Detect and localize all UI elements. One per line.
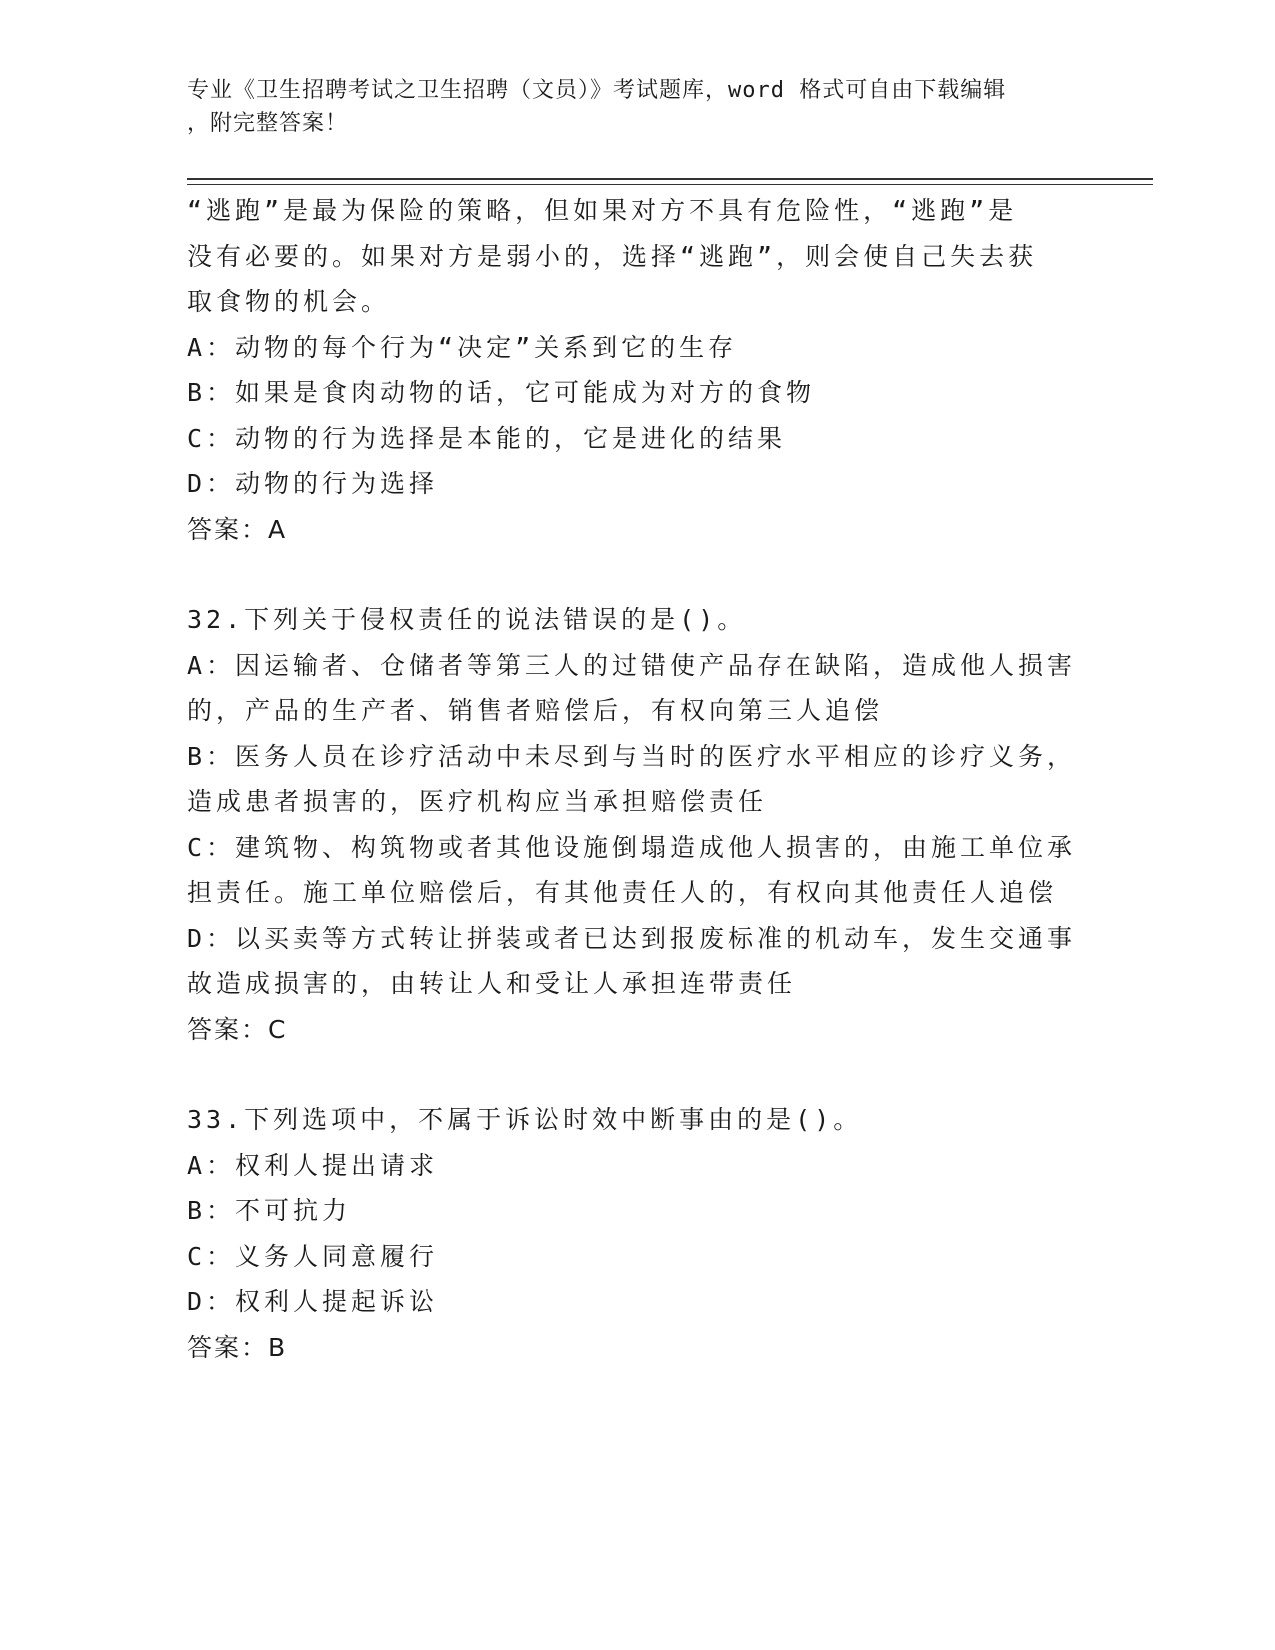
option-d: D：动物的行为选择: [187, 469, 439, 498]
option-d: D：权利人提起诉讼: [187, 1287, 439, 1316]
question-33: [187, 1097, 1087, 1370]
question-continued: [187, 188, 1087, 552]
option-c: C：建筑物、构筑物或者其他设施倒塌造成他人损害的，由施工单位承: [187, 832, 1077, 862]
option-b: B：不可抗力: [187, 1196, 352, 1225]
question-title: 32.下列关于侵权责任的说法错误的是()。: [187, 605, 747, 634]
question-32: [187, 597, 1087, 1052]
header-divider-thick: [187, 178, 1153, 180]
answer-line: 答案：C: [187, 1014, 288, 1044]
question-content: [187, 188, 1087, 1370]
option-b: B：如果是食肉动物的话，它可能成为对方的食物: [187, 378, 816, 407]
option-b-cont: 造成患者损害的，医疗机构应当承担赔偿责任: [187, 787, 768, 816]
option-a: A：权利人提出请求: [187, 1150, 439, 1180]
question-text-line: 取食物的机会。: [187, 287, 391, 316]
question-text-line: “逃跑”是最为保险的策略，但如果对方不具有危险性，“逃跑”是: [187, 196, 1018, 225]
answer-line: 答案：A: [187, 514, 288, 544]
option-d-cont: 故造成损害的，由转让人和受让人承担连带责任: [187, 969, 797, 998]
option-c: C：义务人同意履行: [187, 1241, 439, 1271]
header-line-1: 专业《卫生招聘考试之卫生招聘（文员）》考试题库，word 格式可自由下载编辑: [187, 78, 1007, 103]
question-text-line: 没有必要的。如果对方是弱小的，选择“逃跑”，则会使自己失去获: [187, 241, 1038, 271]
spacer: [187, 552, 1087, 597]
option-a: A：因运输者、仓储者等第三人的过错使产品存在缺陷，造成他人损害: [187, 650, 1077, 680]
option-a-cont: 的，产品的生产者、销售者赔偿后，有权向第三人追偿: [187, 696, 884, 725]
option-d: D：以买卖等方式转让拼装或者已达到报废标准的机动车，发生交通事: [187, 923, 1077, 953]
option-c-cont: 担责任。施工单位赔偿后，有其他责任人的，有权向其他责任人追偿: [187, 878, 1058, 907]
header-line-2: ，附完整答案！: [187, 111, 349, 136]
option-b: B：医务人员在诊疗活动中未尽到与当时的医疗水平相应的诊疗义务，: [187, 741, 1077, 771]
header-divider-thin: [187, 184, 1153, 185]
document-header: [187, 74, 1067, 140]
option-a: A：动物的每个行为“决定”关系到它的生存: [187, 332, 738, 362]
option-c: C：动物的行为选择是本能的，它是进化的结果: [187, 423, 787, 453]
answer-line: 答案：B: [187, 1332, 288, 1362]
spacer: [187, 1052, 1087, 1097]
question-title: 33.下列选项中，不属于诉讼时效中断事由的是()。: [187, 1105, 863, 1134]
